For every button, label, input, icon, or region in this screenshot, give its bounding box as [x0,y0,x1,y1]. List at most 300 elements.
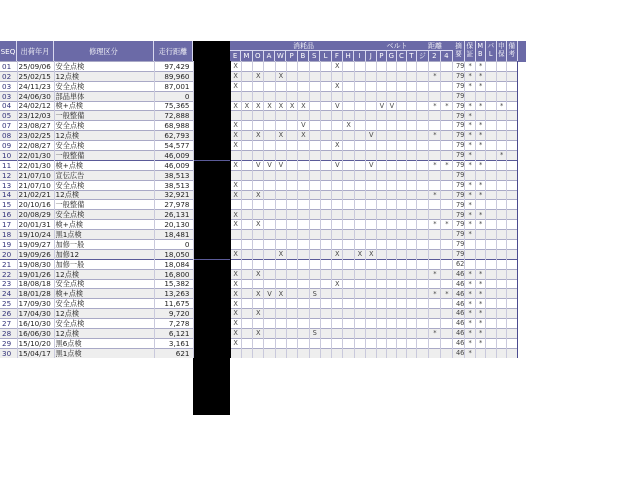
row-grade: 46 [453,329,465,339]
table-row[interactable] [0,269,517,279]
row-mileage: 7,278 [154,319,193,329]
row-dist-2 [429,151,441,161]
header-part-s-7[interactable]: S [309,51,320,62]
row-dist-ji [417,329,429,339]
table-row[interactable] [0,131,517,141]
row-mark-b [298,210,309,220]
row-pl [486,121,497,131]
table-row[interactable] [0,230,517,240]
header-dist-1[interactable]: 2 [429,51,441,62]
row-mark-s [309,170,320,180]
row-belt-g [387,249,397,259]
header-part-p-5[interactable]: P [287,51,298,62]
row-category: 安全点検 [54,81,154,91]
row-mark-f [332,180,343,190]
header-right-2[interactable]: M B [476,41,487,62]
row-seq: 24 [0,289,17,299]
row-dist-4 [441,269,453,279]
row-mark-w [275,348,286,357]
row-belt-p [377,309,387,319]
row-mark-w [275,309,286,319]
row-pl [486,62,497,72]
row-note [507,319,518,329]
row-belt-c [397,220,407,230]
row-grade: 46 [453,269,465,279]
row-mark-e [230,111,241,121]
row-dist-2: * [429,160,441,170]
row-dist-ji [417,71,429,81]
row-grade: 79 [453,121,465,131]
row-belt-g [387,240,397,250]
row-mark-e [230,151,241,161]
row-note [507,62,518,72]
row-belt-g [387,91,397,101]
header-part-a-3[interactable]: A [264,51,275,62]
row-mark-s [309,71,320,81]
row-warranty: * [465,81,476,91]
row-mb [475,170,486,180]
row-mark-o [253,259,264,269]
row-belt-c [397,131,407,141]
row-pl [486,200,497,210]
row-mark-i [354,309,365,319]
row-mileage: 0 [154,91,193,101]
header-part-m-1[interactable]: M [241,51,252,62]
row-mark-w [275,141,286,151]
row-mark-j [366,151,377,161]
row-note [507,329,518,339]
row-mark-b [298,230,309,240]
row-redacted [193,131,230,141]
row-mark-i [354,81,365,91]
row-mark-p: X [286,101,297,111]
row-mark-m [241,190,252,200]
row-mark-m [241,309,252,319]
row-mileage: 54,577 [154,141,193,151]
row-mark-j [366,279,377,289]
row-mb: * [475,190,486,200]
row-redacted [193,220,230,230]
row-mark-p [286,289,297,299]
row-mark-w: X [275,101,286,111]
row-belt-g: V [387,101,397,111]
row-mark-i [354,200,365,210]
row-mark-o [253,279,264,289]
row-mark-f [332,131,343,141]
row-mark-o [253,200,264,210]
row-mark-j [366,81,377,91]
row-mark-f: X [332,279,343,289]
row-redacted [193,319,230,329]
table-row[interactable] [0,190,517,200]
header-part-i-11[interactable]: I [354,51,365,62]
row-mark-a [264,131,275,141]
row-note [507,309,518,319]
table-row[interactable] [0,309,517,319]
row-mark-j: V [366,131,377,141]
row-warranty: * [465,101,476,111]
row-dist-4 [441,240,453,250]
row-mb: * [475,62,486,72]
row-belt-c [397,170,407,180]
row-dist-ji [417,160,429,170]
row-mileage: 6,121 [154,329,193,339]
row-note [507,289,518,299]
row-belt-g [387,170,397,180]
row-mark-j [366,62,377,72]
header-right-1[interactable]: 保 証 [465,41,476,62]
table-row[interactable] [0,319,517,329]
row-mark-h [343,319,354,329]
row-grade: 46 [453,309,465,319]
row-mb: * [475,289,486,299]
row-note [507,249,518,259]
row-mb [475,200,486,210]
row-belt-p [377,329,387,339]
row-category: 12点検 [54,131,154,141]
row-redacted [193,91,230,101]
row-mark-i [354,180,365,190]
row-grade: 79 [453,170,465,180]
row-mark-j [366,141,377,151]
row-mark-o [253,81,264,91]
row-mark-i [354,141,365,151]
row-warranty: * [465,309,476,319]
row-belt-g [387,259,397,269]
row-mark-j [366,220,377,230]
table-row[interactable] [0,200,517,210]
row-mark-f: V [332,160,343,170]
row-mark-b [298,170,309,180]
row-mark-h [343,220,354,230]
row-redacted [193,289,230,299]
row-mb: * [475,180,486,190]
row-belt-t [407,131,417,141]
row-redacted [193,240,230,250]
row-mark-i [354,240,365,250]
row-category: 加修一般 [54,259,154,269]
row-mark-o: X [253,101,264,111]
header-date[interactable]: 出荷年月 [17,41,54,62]
header-belt-t[interactable]: T [407,51,417,62]
row-mark-b [298,259,309,269]
row-seq: 03 [0,91,17,101]
row-dist-4 [441,338,453,348]
row-mark-b [298,160,309,170]
row-mileage: 0 [154,240,193,250]
row-mark-m [241,220,252,230]
header-right-5[interactable]: 備 考 [507,41,518,62]
row-note [507,141,518,151]
header-right-4[interactable]: 申 保 [497,41,508,62]
row-warranty: * [465,141,476,151]
row-mark-p [286,81,297,91]
row-seq: 21 [0,259,17,269]
row-mark-e: X [230,220,241,230]
row-grade: 79 [453,81,465,91]
table-row[interactable] [0,299,517,309]
table-row[interactable] [0,279,517,289]
row-mark-m [241,151,252,161]
row-mark-b [298,180,309,190]
row-mark-b [298,91,309,101]
row-mark-s [309,269,320,279]
row-mark-a [264,190,275,200]
row-belt-c [397,240,407,250]
row-belt-t [407,319,417,329]
row-redacted [193,101,230,111]
row-redacted [193,121,230,131]
row-mark-i [354,319,365,329]
table-row[interactable] [0,141,517,151]
row-dist-ji [417,81,429,91]
row-pl [486,269,497,279]
row-date: 19/08/30 [17,259,54,269]
row-dist-4: * [441,220,453,230]
header-mileage[interactable]: 走行距離 [154,41,193,62]
table-row[interactable] [0,259,517,269]
row-mark-o [253,111,264,121]
header-right-3[interactable]: パ L [486,41,497,62]
history-table [0,41,518,358]
row-claim [496,309,507,319]
row-grade: 79 [453,180,465,190]
row-mark-f [332,348,343,357]
row-belt-p [377,338,387,348]
row-mark-i [354,289,365,299]
row-date: 25/02/15 [17,71,54,81]
row-redacted [193,141,230,151]
header-part-w-4[interactable]: W [275,51,286,62]
row-belt-t [407,289,417,299]
row-pl [486,71,497,81]
row-note [507,131,518,141]
row-mark-w [275,180,286,190]
row-mileage: 26,131 [154,210,193,220]
row-mark-p [286,338,297,348]
table-row[interactable] [0,220,517,230]
header-part-f-9[interactable]: F [332,51,343,62]
row-mark-m [241,338,252,348]
table-row[interactable] [0,62,517,72]
row-mark-b: X [298,131,309,141]
row-mark-e: X [230,131,241,141]
row-mark-a [264,151,275,161]
row-mark-h [343,141,354,151]
table-row[interactable] [0,180,517,190]
table-row[interactable] [0,91,517,101]
row-grade: 46 [453,279,465,289]
row-belt-p [377,91,387,101]
row-seq: 13 [0,180,17,190]
row-mark-p [286,279,297,289]
row-belt-p [377,170,387,180]
header-group-belt: ベルト [377,41,417,51]
row-pl [486,230,497,240]
row-belt-g [387,81,397,91]
row-warranty: * [465,348,476,357]
row-mark-b [298,319,309,329]
row-mark-w: V [275,160,286,170]
row-dist-ji [417,249,429,259]
row-mark-s [309,81,320,91]
row-note [507,170,518,180]
row-belt-p [377,151,387,161]
row-mark-p [286,91,297,101]
row-category: 加修一般 [54,240,154,250]
header-part-b-6[interactable]: B [298,51,309,62]
header-belt-g[interactable]: G [387,51,397,62]
row-mark-s [309,299,320,309]
row-belt-t [407,230,417,240]
header-dist-0[interactable]: ジ [417,51,429,62]
row-mark-w: X [275,249,286,259]
row-claim [496,62,507,72]
row-dist-4 [441,348,453,357]
row-mark-w [275,200,286,210]
row-mark-o [253,91,264,101]
row-dist-4 [441,299,453,309]
row-mark-e [230,200,241,210]
table-row[interactable] [0,210,517,220]
row-mark-a [264,279,275,289]
row-warranty: * [465,299,476,309]
row-dist-4 [441,141,453,151]
header-part-o-2[interactable]: O [253,51,264,62]
row-mark-b [298,289,309,299]
row-mark-w [275,299,286,309]
row-mark-a [264,319,275,329]
row-mark-f: V [332,101,343,111]
row-seq: 26 [0,309,17,319]
header-right-0[interactable]: 摘 要 [453,41,465,62]
table-row[interactable] [0,249,517,259]
row-date: 19/09/26 [17,249,54,259]
row-belt-g [387,190,397,200]
row-redacted [193,329,230,339]
row-belt-c [397,62,407,72]
row-mark-s [309,220,320,230]
row-pl [486,111,497,121]
row-date: 17/09/30 [17,299,54,309]
row-mark-a [264,309,275,319]
row-category: 安全点検 [54,62,154,72]
row-mark-a: X [264,101,275,111]
table-row[interactable] [0,71,517,81]
table-row[interactable] [0,240,517,250]
table-row[interactable] [0,289,517,299]
row-mark-p [286,319,297,329]
row-dist-2 [429,309,441,319]
table-row[interactable] [0,160,517,170]
row-warranty: * [465,319,476,329]
header-part-h-10[interactable]: H [343,51,354,62]
row-warranty: * [465,269,476,279]
table-row[interactable] [0,121,517,131]
row-dist-ji [417,240,429,250]
row-mark-s [309,309,320,319]
table-row[interactable] [0,170,517,180]
row-dist-4 [441,279,453,289]
row-category: 黒1点検 [54,230,154,240]
row-mark-b [298,279,309,289]
row-mark-w [275,91,286,101]
row-pl [486,190,497,200]
table-row[interactable] [0,151,517,161]
row-date: 20/10/16 [17,200,54,210]
header-belt-c[interactable]: C [397,51,407,62]
row-grade: 79 [453,240,465,250]
row-mark-m [241,299,252,309]
row-mark-f [332,71,343,81]
row-mark-j [366,200,377,210]
row-grade: 46 [453,289,465,299]
row-dist-4: * [441,289,453,299]
header-part-e-0[interactable]: E [230,51,241,62]
header-category[interactable]: 修理区分 [54,41,154,62]
row-grade: 79 [453,230,465,240]
row-dist-2: * [429,71,441,81]
header-part-l-8[interactable]: L [320,51,331,62]
row-mark-j [366,338,377,348]
row-belt-t [407,62,417,72]
row-mark-w [275,279,286,289]
row-mark-m [241,170,252,180]
row-pl [486,210,497,220]
row-mark-f [332,151,343,161]
header-seq[interactable]: SEQ [0,41,17,62]
table-row[interactable] [0,101,517,111]
row-mark-o: X [253,71,264,81]
row-warranty [465,259,476,269]
table-row[interactable] [0,111,517,121]
table-row[interactable] [0,329,517,339]
row-category: 安全点検 [54,299,154,309]
row-warranty: * [465,210,476,220]
header-part-j-12[interactable]: J [366,51,377,62]
row-mark-b [298,190,309,200]
row-date: 16/06/30 [17,329,54,339]
row-redacted [193,111,230,121]
row-seq: 27 [0,319,17,329]
row-belt-p [377,180,387,190]
row-mark-m [241,81,252,91]
table-row[interactable] [0,81,517,91]
row-seq: 11 [0,160,17,170]
row-mark-b [298,220,309,230]
row-mark-j [366,259,377,269]
row-mb: * [475,210,486,220]
row-mark-p [286,180,297,190]
header-dist-2[interactable]: 4 [441,51,453,62]
row-mark-i [354,160,365,170]
table-row[interactable] [0,338,517,348]
row-mark-l [320,289,331,299]
row-mark-s [309,210,320,220]
table-row[interactable] [0,348,517,357]
row-belt-g [387,338,397,348]
row-mark-l [320,249,331,259]
row-mark-w [275,62,286,72]
row-belt-g [387,210,397,220]
row-category: 安全点検 [54,121,154,131]
row-dist-2 [429,121,441,131]
row-category: 安全点検 [54,319,154,329]
row-mark-i [354,299,365,309]
row-mark-s [309,131,320,141]
row-mark-m [241,71,252,81]
header-belt-p[interactable]: P [377,51,387,62]
